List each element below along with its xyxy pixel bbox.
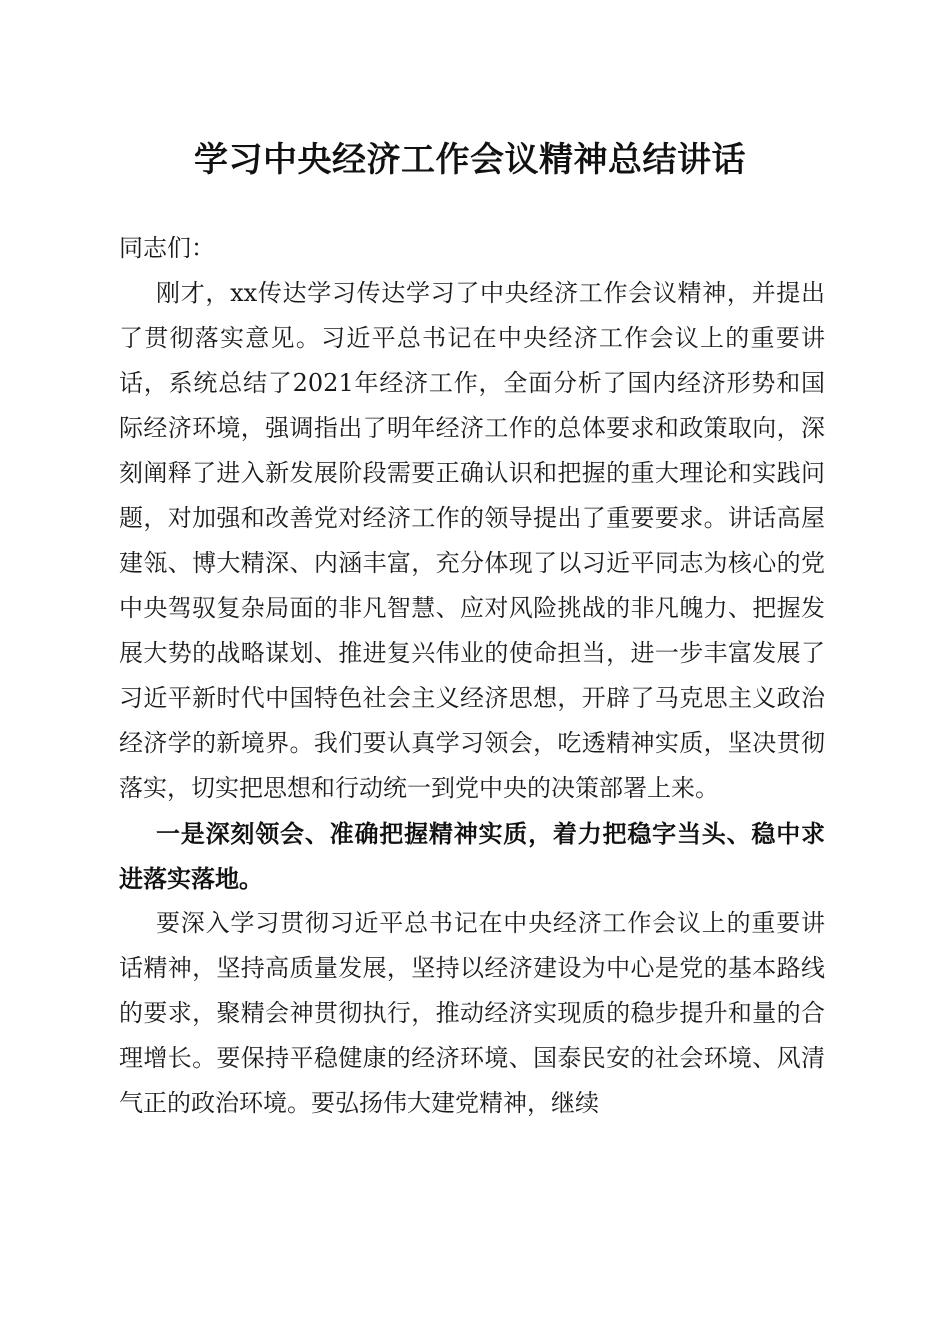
paragraph-1: 刚才，xx传达学习传达学习了中央经济工作会议精神，并提出了贯彻落实意见。习近平总书记在中央经济工作会议上的重要讲话，系统总结了2021年经济工作，全面分析了国内经济形势和国际经济环境，强调指出了明年经济工作的总体要求和政策取向，深刻阐释了进入新发展阶段需要正确认识和把握的重大理论和实践问题，对加强和改善党对经济工作的领导提出了重要要求。讲话高屋建瓴、博大精深、内涵丰富，充分体现了以习近平同志为核心的党中央驾驭复杂局面的非凡智慧、应对风险挑战的非凡魄力、把握发展大势的战略谋划、推进复兴伟业的使命担当，进一步丰富发展了习近平新时代中国特色社会主义经济思想，开辟了马克思主义政治经济学的新境界。我们要认真学习领会，吃透精神实质，坚决贯彻落实，切实把思想和行动统一到党中央的决策部署上来。 xyxy=(119,279,825,802)
salutation: 同志们： xyxy=(119,234,215,262)
section-1-heading: 一是深刻领会、准确把握精神实质，着力把稳字当头、稳中求进落实落地。 xyxy=(119,819,825,893)
document-body xyxy=(119,226,825,1126)
page-title: 学习中央经济工作会议精神总结讲话 xyxy=(194,140,746,180)
paragraph-2: 要深入学习贯彻习近平总书记在中央经济工作会议上的重要讲话精神，坚持高质量发展，坚持以经济建设为中心是党的基本路线的要求，聚精会神贯彻执行，推动经济实现质的稳步提升和量的合理增长。要保持平稳健康的经济环境、国泰民安的社会环境、风清气正的政治环境。要弘扬伟大建党精神，继续 xyxy=(119,909,825,1117)
